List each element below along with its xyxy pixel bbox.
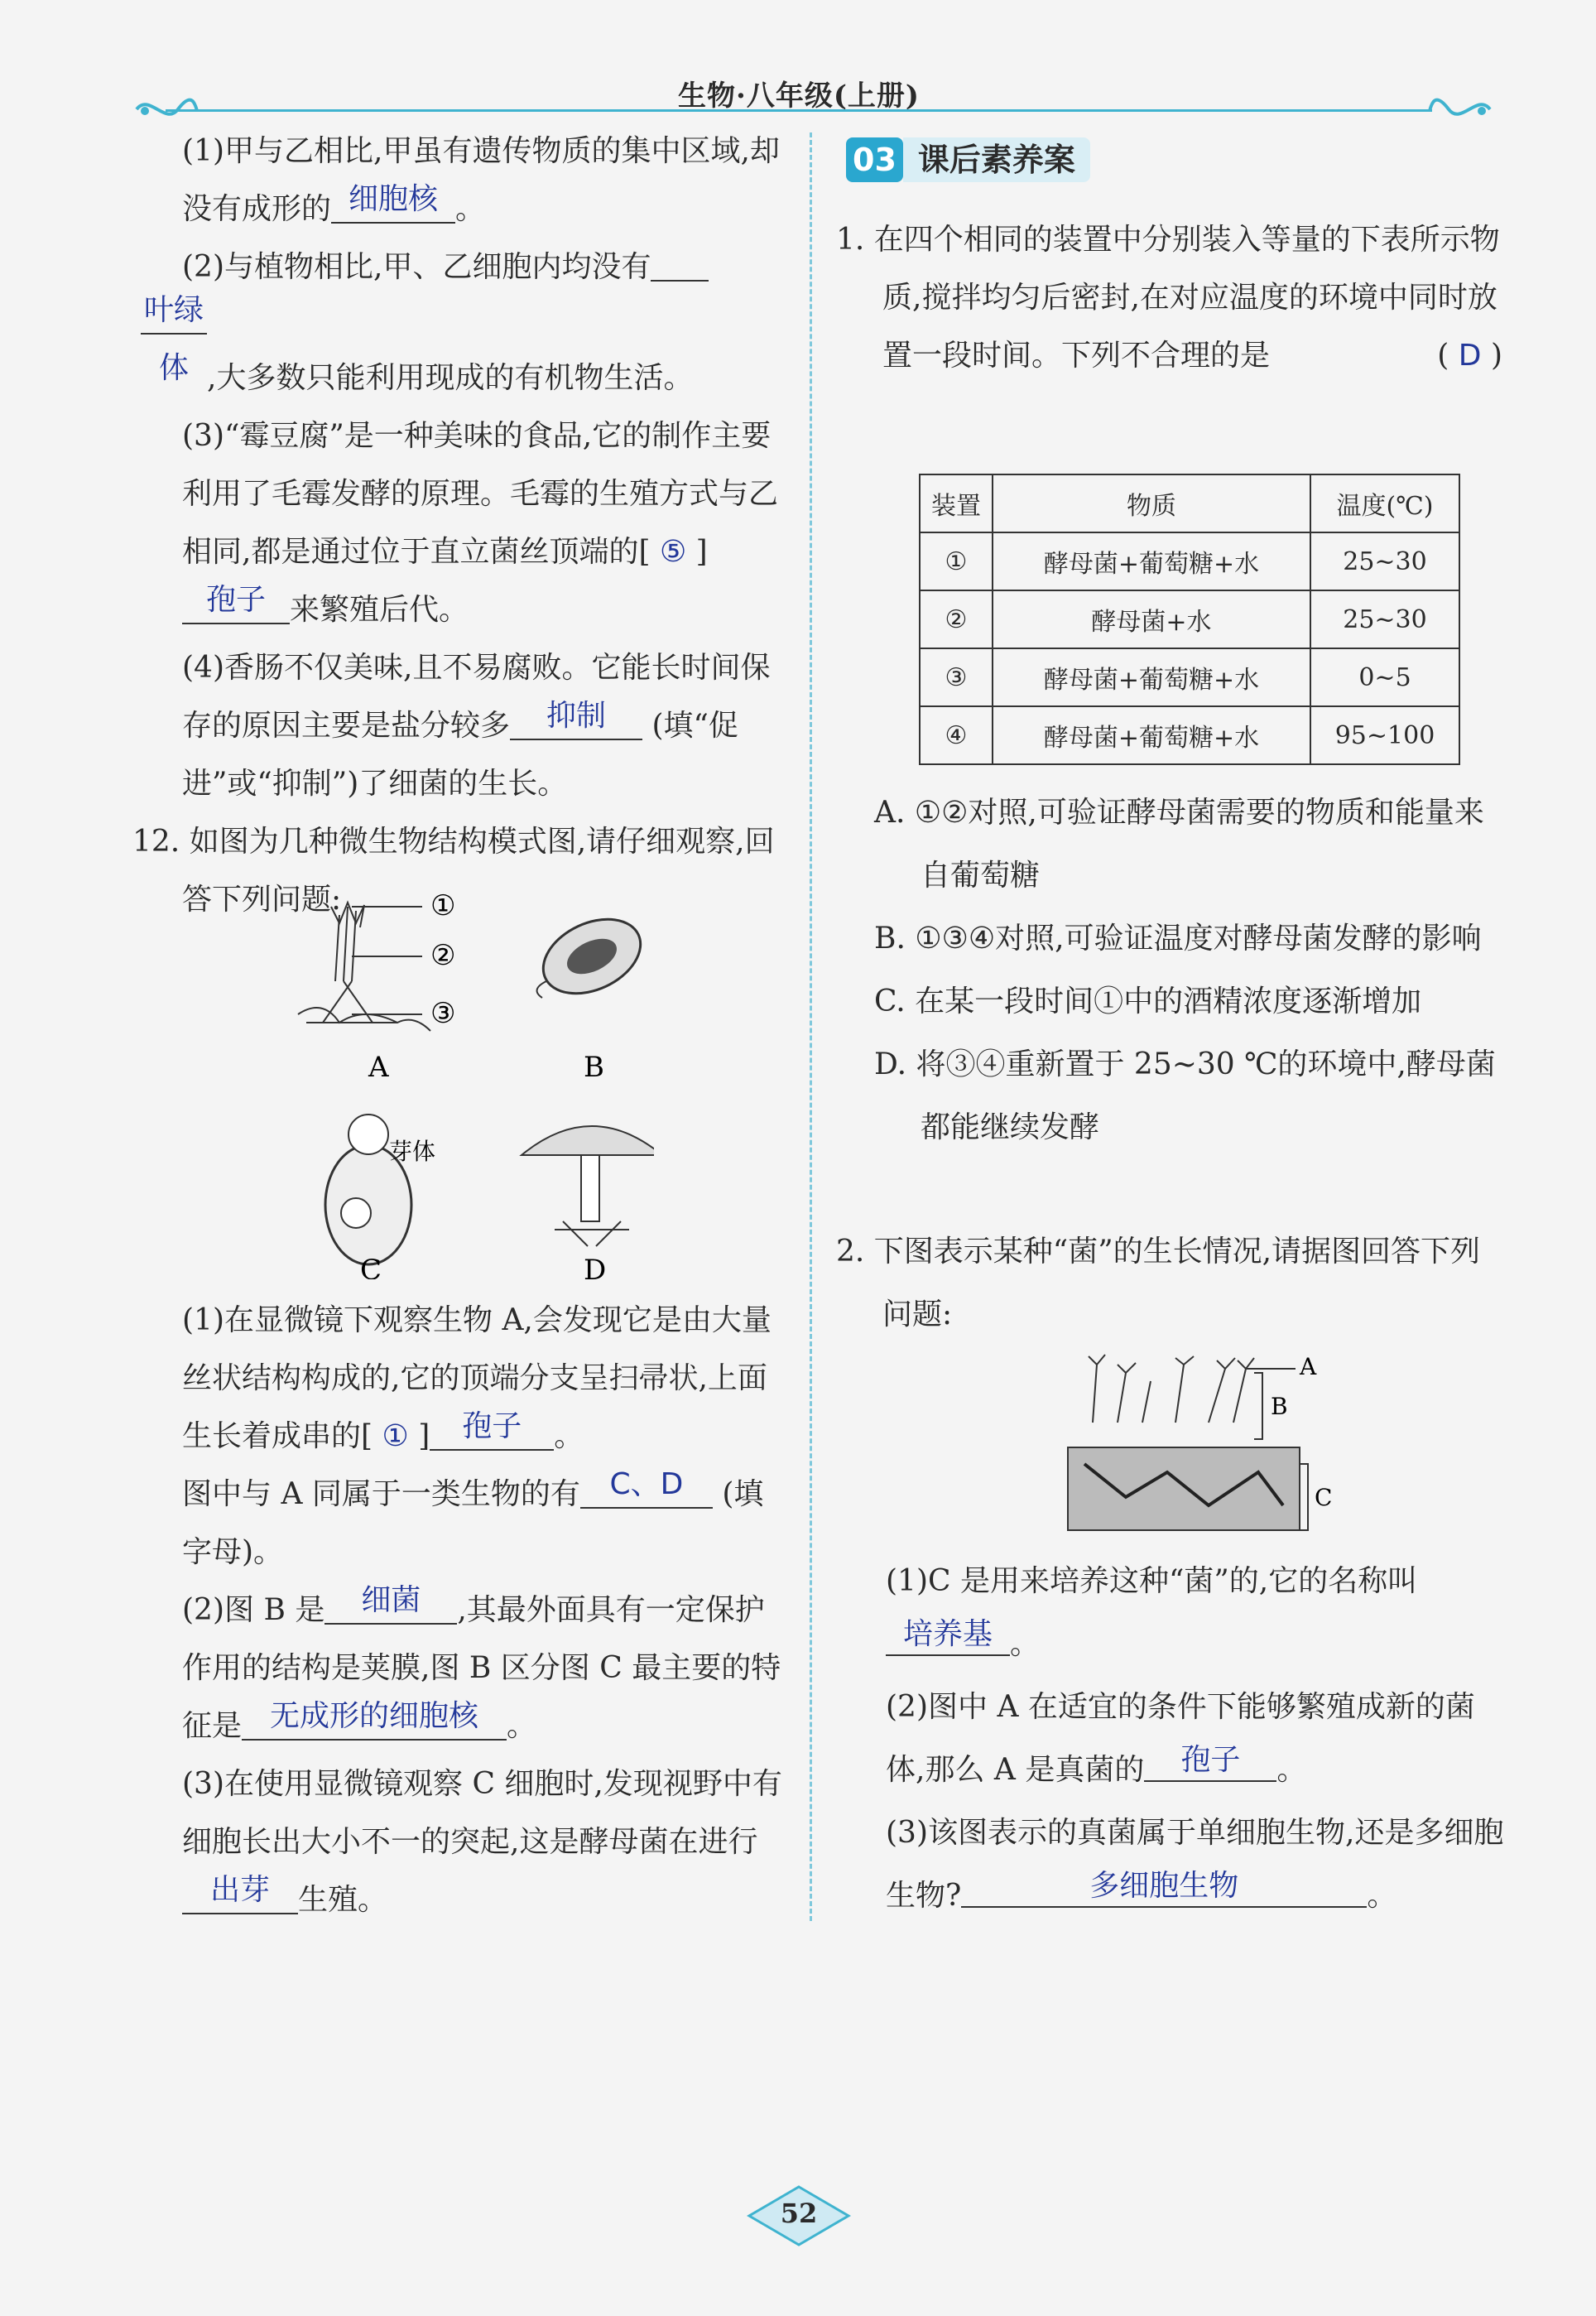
label-b: B <box>584 1051 604 1084</box>
option-d: D. 将③④重新置于 25~30 ℃的环境中,酵母菌都能继续发酵 <box>874 1047 1496 1144</box>
q12-part2: (2)图 B 是 细菌 ,其最外面具有一定保护作用的结构是荚膜,图 B 区分图 C 最主要的特征是 无成形的细胞核 。 <box>182 1583 781 1743</box>
q12-parts <box>132 1292 786 1929</box>
q12-part3: (3)在使用显微镜观察 C 细胞时,发现视野中有细胞长出大小不一的突起,这是酵母菌在进行出芽 生殖。 <box>182 1767 782 1917</box>
q12-part1: (1)在显微镜下观察生物 A,会发现它是由大量丝状结构构成的,它的顶端分支呈扫帚状,上面生长着成串的[ ① ] 孢子 。 <box>182 1303 772 1453</box>
table-row: ③ 酵母菌+葡萄糖+水 0~5 <box>920 648 1459 706</box>
left-column <box>132 123 786 929</box>
option-b: B. ①③④对照,可验证温度对酵母菌发酵的影响 <box>874 922 1482 956</box>
q2-part3: (3)该图表示的真菌属于单细胞生物,还是多细胞生物? 多细胞生物 。 <box>886 1816 1504 1913</box>
section-title: 课后素养案 <box>903 137 1090 182</box>
table-row: ② 酵母菌+水 25~30 <box>920 590 1459 648</box>
answer-blank: 孢子 <box>1144 1744 1276 1782</box>
q11-part2: (2)与植物相比,甲、乙细胞内均没有 <box>132 238 786 296</box>
label-d: D <box>584 1254 607 1279</box>
section-header <box>846 137 1090 182</box>
header-right-ornament-icon <box>1428 93 1494 126</box>
answer-blank: 抑制 <box>510 702 642 740</box>
q2-stem-block <box>836 1221 1507 1346</box>
q2-part1: (1)C 是用来培养这种“菌”的,它的名称叫 <box>886 1564 1418 1598</box>
q1-stem: 1. 在四个相同的装置中分别装入等量的下表所示物质,搅拌均匀后密封,在对应温度的环境中同时放置一段时间。下列不合理的是 ( D ) <box>836 211 1507 385</box>
label-1: ① <box>430 890 456 922</box>
q2-part1-cont: 培养基 。 <box>836 1613 1507 1676</box>
mold-a-figure <box>298 903 430 1031</box>
answer-blank: 出芽 <box>182 1876 298 1914</box>
q1-answer-bracket: ( D ) <box>1437 339 1502 373</box>
header-rule <box>166 109 1432 112</box>
q2-part2: (2)图中 A 在适宜的条件下能够繁殖成新的菌体,那么 A 是真菌的 孢子 。 <box>886 1690 1475 1787</box>
q12-part1-cont: 图中与 A 同属于一类生物的有 C、D (填字母)。 <box>182 1467 764 1569</box>
label-c: C <box>1315 1484 1333 1511</box>
bacterium-b-figure <box>531 905 652 1009</box>
option-a: A. ①②对照,可验证酵母菌需要的物质和能量来自葡萄糖 <box>874 796 1484 893</box>
q1-block <box>836 211 1507 385</box>
label-bud: 芽体 <box>389 1138 436 1165</box>
table-header-row: 装置 物质 温度(℃) <box>920 474 1459 532</box>
option-c: C. 在某一段时间①中的酒精浓度逐渐增加 <box>874 985 1422 1018</box>
answer-blank: C、D <box>580 1471 713 1509</box>
label-a: A <box>1300 1353 1317 1380</box>
fungus-growth-figure <box>1060 1348 1333 1538</box>
label-b: B <box>1271 1393 1288 1420</box>
answer-blank: 细菌 <box>324 1587 457 1625</box>
mushroom-d-figure <box>522 1126 654 1246</box>
microbe-figure <box>273 890 654 1279</box>
answer-blank: 细胞核 <box>331 185 455 224</box>
section-number: 03 <box>846 137 903 182</box>
label-3: ③ <box>430 997 456 1030</box>
answer-blank: 培养基 <box>886 1618 1010 1656</box>
table-row: ① 酵母菌+葡萄糖+水 25~30 <box>920 532 1459 590</box>
answer-blank: 多细胞生物 <box>961 1870 1367 1908</box>
q11-part2-cont: 叶绿体 ,大多数只能利用现成的有机物生活。 <box>132 296 786 407</box>
q11-part1: (1)甲与乙相比,甲虽有遗传物质的集中区域,却没有成形的 细胞核 。 <box>182 134 780 226</box>
q11-part3: (3)“霉豆腐”是一种美味的食品,它的制作主要利用了毛霉发酵的原理。毛霉的生殖方式与乙相同,都是通过位于直立菌丝顶端的[ ⑤ ]孢子 来繁殖后代。 <box>182 419 779 627</box>
q1-options <box>874 782 1507 1159</box>
answer-blank: 孢子 <box>182 586 290 624</box>
q2-parts <box>836 1550 1507 1928</box>
label-2: ② <box>430 939 456 972</box>
q11-part4: (4)香肠不仅美味,且不易腐败。它能长时间保存的原因主要是盐分较多 抑制 (填“促进”或“抑制”)了细菌的生长。 <box>182 651 771 801</box>
table-row: ④ 酵母菌+葡萄糖+水 95~100 <box>920 706 1459 764</box>
label-a: A <box>368 1051 389 1084</box>
answer-blank: 叶绿体 <box>141 296 207 335</box>
experiment-table <box>919 474 1460 765</box>
q2-stem: 2. 下图表示某种“菌”的生长情况,请据图回答下列问题: <box>836 1235 1481 1331</box>
page-header-title: 生物·八年级(上册) <box>677 79 920 113</box>
column-divider <box>810 132 812 1921</box>
label-c: C <box>360 1254 382 1279</box>
answer-blank: 无成形的细胞核 <box>242 1702 507 1741</box>
q12-stem: 12. 如图为几种微生物结构模式图,请仔细观察,回答下列问题: <box>132 825 775 917</box>
answer-blank: 孢子 <box>430 1413 554 1451</box>
page-number-badge: 52 <box>745 2183 853 2249</box>
